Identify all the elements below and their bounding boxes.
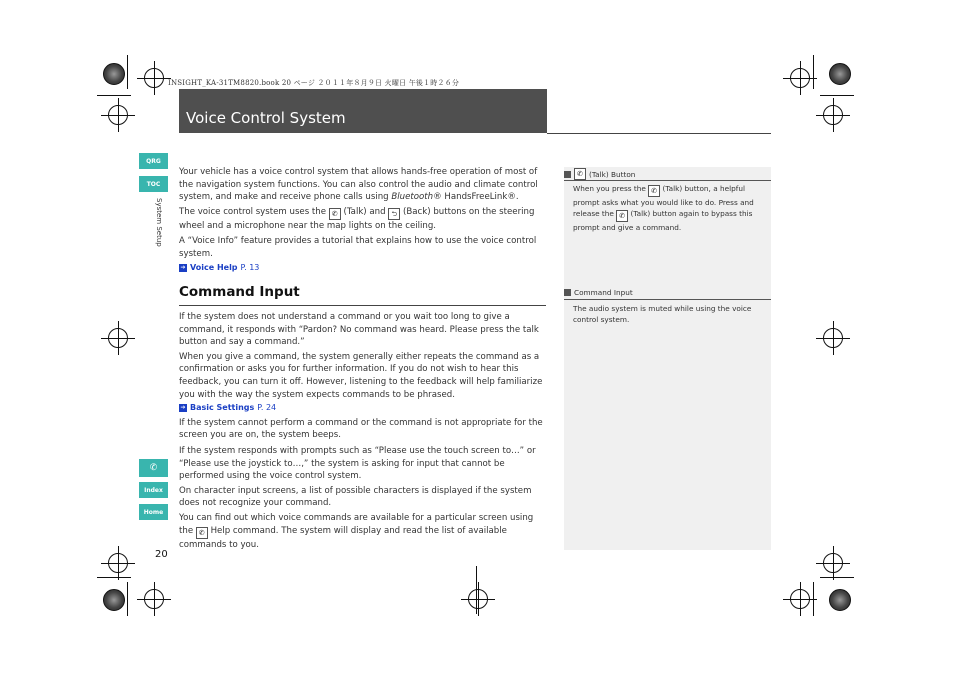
character-input-paragraph: On character input screens, a list of possible characters is displayed if the system does not recognize your command. — [179, 485, 532, 509]
voice-help-link[interactable]: ➔ Voice Help P. 13 — [180, 262, 260, 272]
crosshair-mark — [790, 68, 810, 88]
crosshair-mark — [144, 68, 164, 88]
section-label: System Setup — [155, 198, 163, 247]
registration-dot-bottom-right — [829, 589, 851, 611]
home-button[interactable]: Home — [139, 504, 168, 520]
back-icon: ⮌ — [388, 208, 400, 220]
talk-icon: ✆ — [616, 210, 628, 222]
notes-panel — [564, 167, 771, 550]
help-command-paragraph: You can find out which voice commands are available for a particular screen using the ✆ Help command. The system will display and read the list of available commands to you. — [179, 512, 534, 550]
crop-mark — [127, 582, 128, 616]
crop-mark — [476, 566, 477, 614]
page-number: 20 — [155, 549, 168, 560]
crosshair-mark — [108, 328, 128, 348]
voice-control-button[interactable] — [139, 459, 168, 477]
voice-info-paragraph: A “Voice Info” feature provides a tutorial that explains how to use the voice control system. — [179, 236, 537, 259]
talk-icon: ✆ — [329, 208, 341, 220]
crop-mark — [813, 55, 814, 89]
toc-button[interactable]: TOC — [139, 176, 168, 192]
talk-icon: ✆ — [149, 463, 158, 473]
basic-settings-link[interactable]: ➔ Basic Settings P. 24 — [180, 403, 277, 413]
page-title: Voice Control System — [186, 109, 346, 127]
note-rule — [564, 180, 771, 181]
feedback-paragraph: When you give a command, the system generally either repeats the command as a confirmation or asks you for further information. If you do not wish to hear this feedback, you can turn it off. However, listening to the feedback will help familiarize you with the way the system expects commands to be phrased. — [179, 351, 543, 400]
command-input-section — [179, 311, 546, 551]
section-heading: Command Input — [179, 284, 300, 300]
prompts-paragraph: If the system responds with prompts such as “Please use the touch screen to…” or “Please use the joystick to…,” the system is asking for input that cannot be performed using the voice control system. — [179, 445, 536, 482]
talk-icon: ✆ — [648, 185, 660, 197]
crop-mark — [820, 577, 854, 578]
crop-mark — [813, 582, 814, 616]
crosshair-mark — [790, 589, 810, 609]
registration-dot-top-right — [829, 63, 851, 85]
registration-dot-bottom-left — [103, 589, 125, 611]
index-button[interactable]: Index — [139, 482, 168, 498]
note-marker-icon — [564, 171, 571, 178]
title-rule — [547, 133, 771, 134]
note-rule — [564, 299, 771, 300]
pardon-paragraph: If the system does not understand a command or you wait too long to give a command, it responds with “Pardon? No command was heard. Please press the talk button and say a command.” — [179, 312, 539, 348]
talk-icon: ✆ — [574, 168, 586, 180]
crosshair-mark — [108, 105, 128, 125]
note-command-input-text: The audio system is muted while using the voice control system. — [573, 304, 752, 325]
talk-icon: ✆ — [196, 527, 208, 539]
qrg-button[interactable]: QRG — [139, 153, 168, 169]
beep-paragraph: If the system cannot perform a command or the command is not appropriate for the screen you are on, the system beeps. — [179, 417, 543, 441]
link-arrow-icon: ➔ — [180, 263, 186, 271]
crosshair-mark — [108, 553, 128, 573]
crosshair-mark — [144, 589, 164, 609]
print-header: INSIGHT_KA-31TM8820.book 20 ページ ２０１１年８月９日 火曜日 午後１時２６分 — [168, 79, 460, 87]
note-heading-command-input: Command Input — [564, 288, 771, 297]
heading-rule — [179, 305, 546, 306]
note-marker-icon — [564, 289, 571, 296]
title-bar — [179, 89, 547, 133]
note-talk-button-text: When you press the ✆ (Talk) button, a helpful prompt asks what you would like to do. Press and release the ✆ (Talk) button again to bypass this prompt and give a command. — [573, 184, 754, 233]
crosshair-mark — [823, 105, 843, 125]
note-heading-talk-button: ✆ (Talk) Button — [564, 168, 771, 180]
buttons-paragraph: The voice control system uses the ✆ (Talk) and ⮌ (Back) buttons on the steering wheel and a microphone near the map lights on the ceiling. — [179, 206, 535, 231]
crop-mark — [97, 95, 131, 96]
crosshair-mark — [823, 553, 843, 573]
link-arrow-icon: ➔ — [180, 404, 186, 412]
registration-dot-top-left — [103, 63, 125, 85]
crosshair-mark — [823, 328, 843, 348]
crop-mark — [820, 95, 854, 96]
intro-section — [179, 166, 546, 274]
crop-mark — [127, 55, 128, 89]
crop-mark — [97, 577, 131, 578]
intro-paragraph: Your vehicle has a voice control system that allows hands-free operation of most of the navigation system functions. You can also control the audio and climate control system, and make and receive phone calls using Bluetooth® HandsFreeLink®. — [179, 167, 538, 203]
crosshair-mark — [468, 589, 488, 609]
